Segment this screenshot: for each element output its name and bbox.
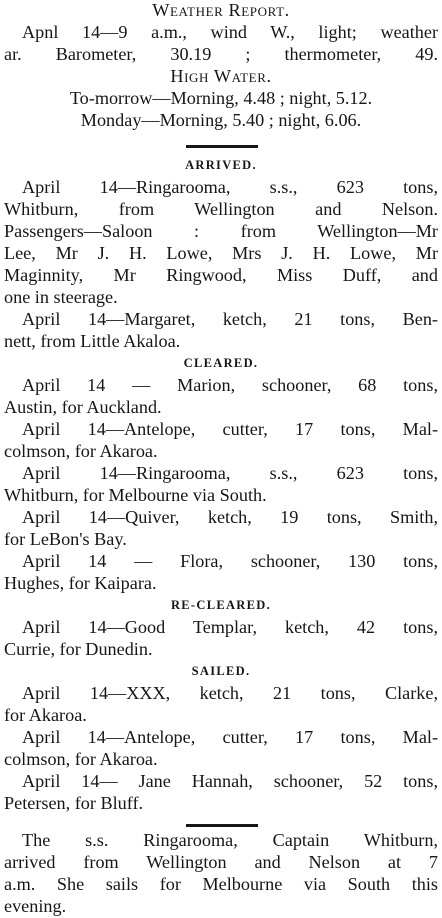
sailed-heading: SAILED.: [191, 664, 251, 678]
entry-line: April 14—Ringarooma, s.s., 623 tons,: [22, 463, 438, 483]
note-line: The s.s. Ringarooma, Captain Whitburn,: [22, 830, 438, 850]
entry-line: April 14— Jane Hannah, schooner, 52 tons,: [22, 771, 438, 791]
entry-line: Petersen, for Bluff.: [4, 793, 144, 813]
note-line: arrived from Wellington and Nelson at 7: [4, 852, 438, 872]
entry-line: one in steerage.: [4, 287, 118, 307]
entry-line: Currie, for Dunedin.: [4, 639, 153, 659]
entry-line: April 14—Antelope, cutter, 17 tons, Mal-: [22, 727, 438, 747]
high-water-line: To-morrow—Morning, 4.48 ; night, 5.12.: [69, 88, 373, 108]
entry-line: April 14—Margaret, ketch, 21 tons, Ben-: [22, 309, 438, 329]
section-rule: [186, 145, 258, 148]
note-line: evening.: [4, 896, 67, 916]
entry-line: Hughes, for Kaipara.: [4, 573, 157, 593]
note-line: a.m. She sails for Melbourne via South this: [4, 874, 438, 894]
entry-line: April 14—Quiver, ketch, 19 tons, Smith,: [22, 507, 438, 527]
entry-line: April 14—Good Templar, ketch, 42 tons,: [22, 617, 438, 637]
entry-line: nett, from Little Akaloa.: [4, 331, 181, 351]
entry-line: April 14 — Marion, schooner, 68 tons,: [22, 375, 438, 395]
weather-line: Apnl 14—9 a.m., wind W., light; weather: [22, 22, 438, 42]
entry-line: colmson, for Akaroa.: [4, 441, 158, 461]
entry-line: Whitburn, for Melbourne via South.: [4, 485, 267, 505]
entry-line: April 14—XXX, ketch, 21 tons, Clarke,: [22, 683, 438, 703]
entry-line: April 14—Ringarooma, s.s., 623 tons,: [22, 177, 438, 197]
entry-line: Whitburn, from Wellington and Nelson.: [4, 199, 438, 219]
section-rule: [186, 824, 258, 827]
entry-line: Maginnity, Mr Ringwood, Miss Duff, and: [4, 265, 438, 285]
high-water-title: High Water.: [170, 66, 272, 86]
arrived-heading: ARRIVED.: [185, 158, 257, 172]
weather-line: ar. Barometer, 30.19 ; thermometer, 49.: [4, 44, 438, 64]
entry-line: for Akaroa.: [4, 705, 87, 725]
entry-line: Austin, for Auckland.: [4, 397, 162, 417]
entry-line: April 14 — Flora, schooner, 130 tons,: [22, 551, 438, 571]
entry-line: Passengers—Saloon : from Wellington—Mr: [4, 221, 438, 241]
weather-report-title: Weather Report.: [152, 0, 290, 20]
high-water-line: Monday—Morning, 5.40 ; night, 6.06.: [80, 110, 362, 130]
cleared-heading: CLEARED.: [183, 356, 259, 370]
recleared-heading: RE-CLEARED.: [170, 598, 272, 612]
entry-line: for LeBon's Bay.: [4, 529, 127, 549]
entry-line: colmson, for Akaroa.: [4, 749, 158, 769]
entry-line: Lee, Mr J. H. Lowe, Mrs J. H. Lowe, Mr: [4, 243, 438, 263]
entry-line: April 14—Antelope, cutter, 17 tons, Mal-: [22, 419, 438, 439]
